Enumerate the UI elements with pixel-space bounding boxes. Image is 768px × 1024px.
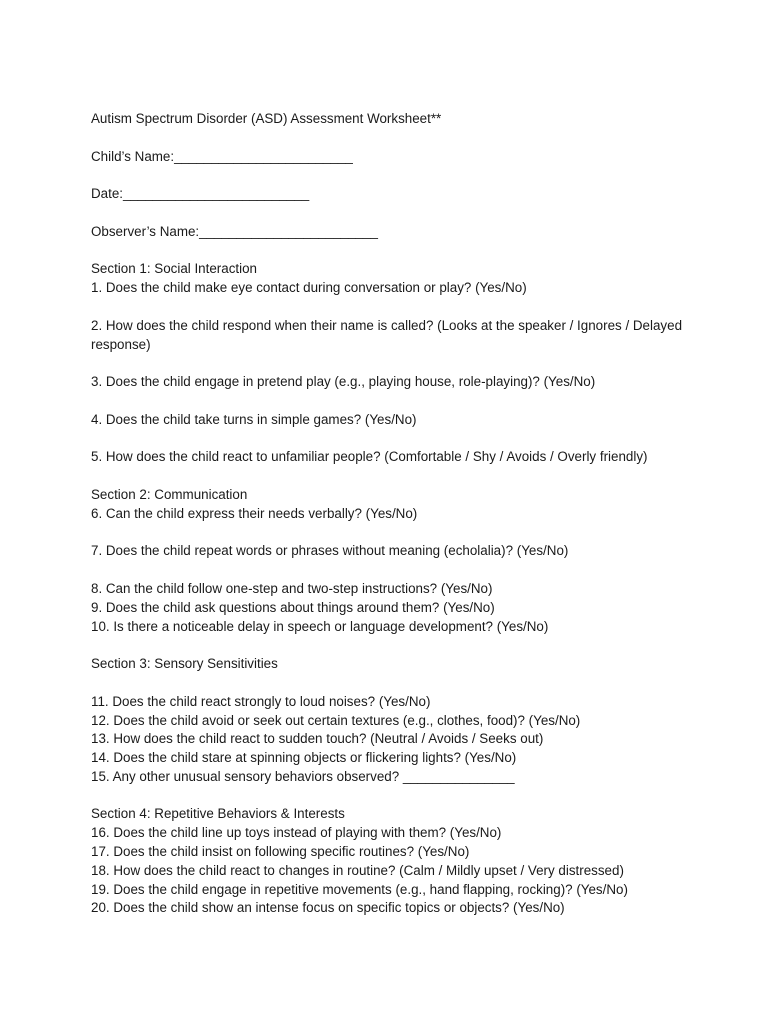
section-1-heading: Section 1: Social Interaction <box>91 261 257 277</box>
question-18: 18. How does the child react to changes in routine? (Calm / Mildly upset / Very distressed) <box>91 862 624 878</box>
child-name-field: Child’s Name:________________________ <box>91 148 353 164</box>
question-5: 5. How does the child react to unfamiliar people? (Comfortable / Shy / Avoids / Overly friendly) <box>91 449 648 465</box>
worksheet-title: Autism Spectrum Disorder (ASD) Assessment Worksheet** <box>91 111 442 126</box>
section-2-heading: Section 2: Communication <box>91 486 248 502</box>
question-2: 2. How does the child respond when their name is called? (Looks at the speaker / Ignores / Delayed response) <box>91 317 683 352</box>
question-19: 19. Does the child engage in repetitive movements (e.g., hand flapping, rocking)? (Yes/No) <box>91 881 628 897</box>
question-14: 14. Does the child stare at spinning objects or flickering lights? (Yes/No) <box>91 750 517 766</box>
question-10: 10. Is there a noticeable delay in speech or language development? (Yes/No) <box>91 618 549 634</box>
question-13: 13. How does the child react to sudden touch? (Neutral / Avoids / Seeks out) <box>91 731 544 747</box>
question-1: 1. Does the child make eye contact during conversation or play? (Yes/No) <box>91 280 527 296</box>
question-7: 7. Does the child repeat words or phrases without meaning (echolalia)? (Yes/No) <box>91 543 569 559</box>
question-9: 9. Does the child ask questions about things around them? (Yes/No) <box>91 599 495 615</box>
question-6: 6. Can the child express their needs verbally? (Yes/No) <box>91 505 418 521</box>
question-20: 20. Does the child show an intense focus on specific topics or objects? (Yes/No) <box>91 900 565 916</box>
question-8: 8. Can the child follow one-step and two-step instructions? (Yes/No) <box>91 580 493 596</box>
question-3: 3. Does the child engage in pretend play (e.g., playing house, role-playing)? (Yes/No) <box>91 374 596 390</box>
question-4: 4. Does the child take turns in simple games? (Yes/No) <box>91 411 417 427</box>
date-field: Date:_________________________ <box>91 186 310 202</box>
question-12: 12. Does the child avoid or seek out certain textures (e.g., clothes, food)? (Yes/No) <box>91 712 581 728</box>
question-16: 16. Does the child line up toys instead of playing with them? (Yes/No) <box>91 825 502 841</box>
section-3-heading: Section 3: Sensory Sensitivities <box>91 656 278 672</box>
worksheet-body <box>91 110 731 918</box>
question-17: 17. Does the child insist on following specific routines? (Yes/No) <box>91 844 470 860</box>
section-4-heading: Section 4: Repetitive Behaviors & Interests <box>91 806 345 822</box>
question-15: 15. Any other unusual sensory behaviors observed? _______________ <box>91 768 515 784</box>
observer-name-field: Observer’s Name:________________________ <box>91 223 378 239</box>
question-11: 11. Does the child react strongly to loud noises? (Yes/No) <box>91 693 431 709</box>
